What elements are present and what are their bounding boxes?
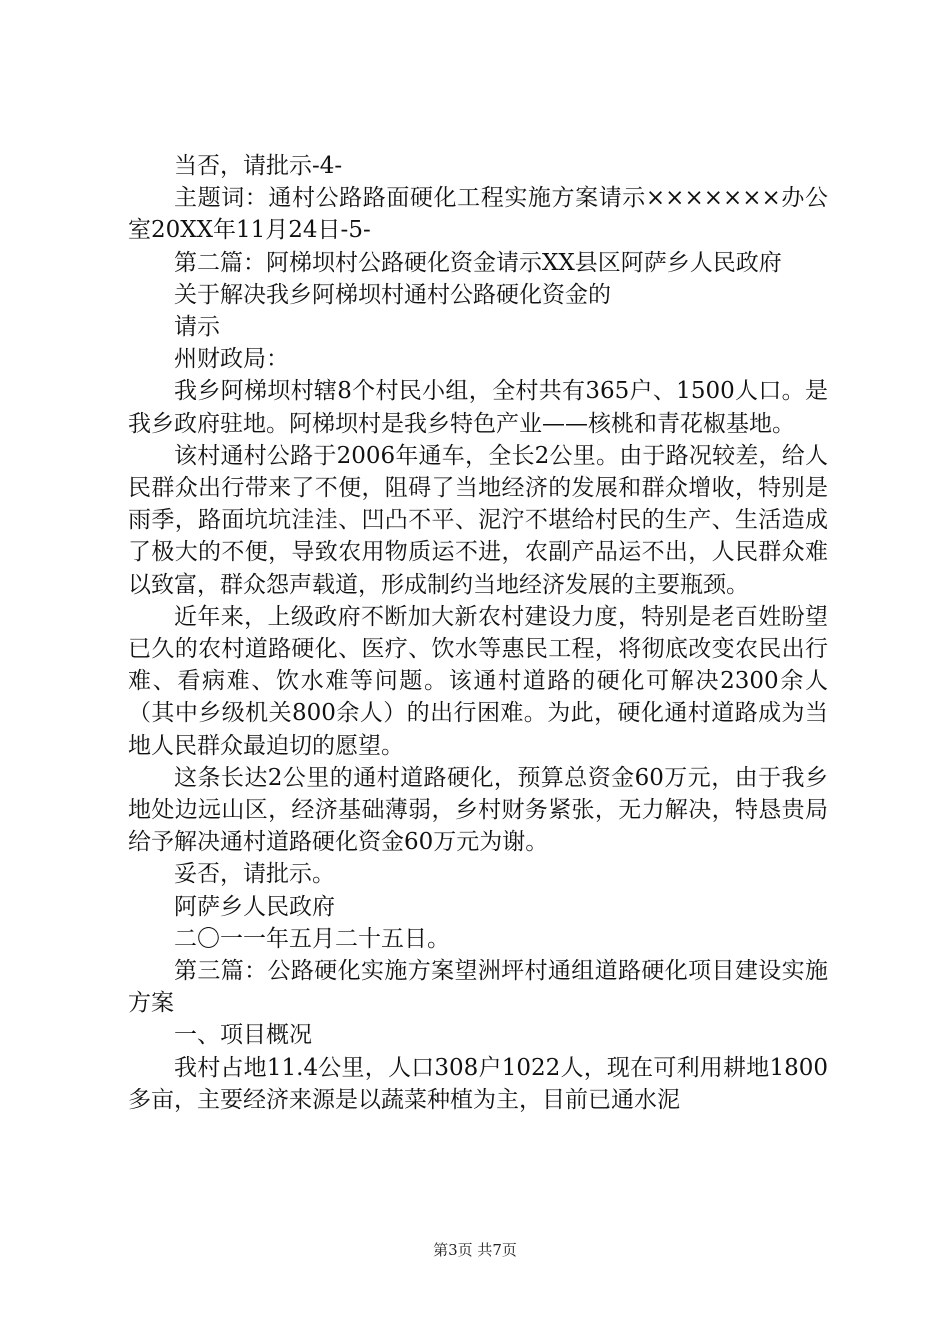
paragraph-addressee: 州财政局： [174, 346, 289, 373]
paragraph-closing: 妥否，请批示。 [174, 861, 335, 888]
paragraph-subject-terms: 主题词：通村公路路面硬化工程实施方案请示×××××××办公室20XX年11月24日-5- [128, 185, 828, 244]
document-body [128, 150, 828, 1116]
paragraph-approval-request: 当否，请批示-4- [174, 153, 343, 179]
paragraph-signatory: 阿萨乡人民政府 [174, 893, 335, 920]
paragraph-project-overview-text: 我村占地11.4公里，人口308户1022人，现在可利用耕地1800多亩，主要经济来源是以蔬菜种植为主，目前已通水泥 [128, 1054, 828, 1113]
paragraph-request-word: 请示 [174, 314, 220, 341]
paragraph-funding-request: 这条长达2公里的通村道路硬化，预算总资金60万元，由于我乡地处边远山区，经济基础薄弱，乡村财务紧张，无力解决，特恳贵局给予解决通村道路硬化资金60万元为谢。 [128, 764, 828, 856]
paragraph-section-two-title: 第二篇：阿梯坝村公路硬化资金请示XX县区阿萨乡人民政府 [174, 249, 782, 276]
paragraph-section-three-title: 第三篇：公路硬化实施方案望洲坪村通组道路硬化项目建设实施方案 [128, 958, 828, 1017]
page-footer: 第3页 共7页 [433, 1241, 517, 1259]
paragraph-project-overview-heading: 一、项目概况 [174, 1022, 312, 1049]
paragraph-road-condition: 该村通村公路于2006年通车，全长2公里。由于路况较差，给人民群众出行带来了不便，阻碍了当地经济的发展和群众增收，特别是雨季，路面坑坑洼洼、凹凸不平、泥泞不堪给村民的生产、生活造成了极大的不便，导致农用物质运不进，农副产品运不出，人民群众难以致富，群众怨声载道，形成制约当地经济发展的主要瓶颈。 [128, 442, 828, 598]
paragraph-date: 二〇一一年五月二十五日。 [174, 925, 450, 952]
paragraph-policy-background: 近年来，上级政府不断加大新农村建设力度，特别是老百姓盼望已久的农村道路硬化、医疗、饮水等惠民工程，将彻底改变农民出行难、看病难、饮水难等问题。该通村道路的硬化可解决2300余人（其中乡级机关800余人）的出行困难。为此，硬化通村道路成为当地人民群众最迫切的愿望。 [128, 603, 828, 759]
paragraph-village-overview: 我乡阿梯坝村辖8个村民小组，全村共有365户、1500人口。是我乡政府驻地。阿梯坝村是我乡特色产业——核桃和青花椒基地。 [128, 378, 828, 437]
paragraph-request-title: 关于解决我乡阿梯坝村通村公路硬化资金的 [174, 281, 611, 308]
